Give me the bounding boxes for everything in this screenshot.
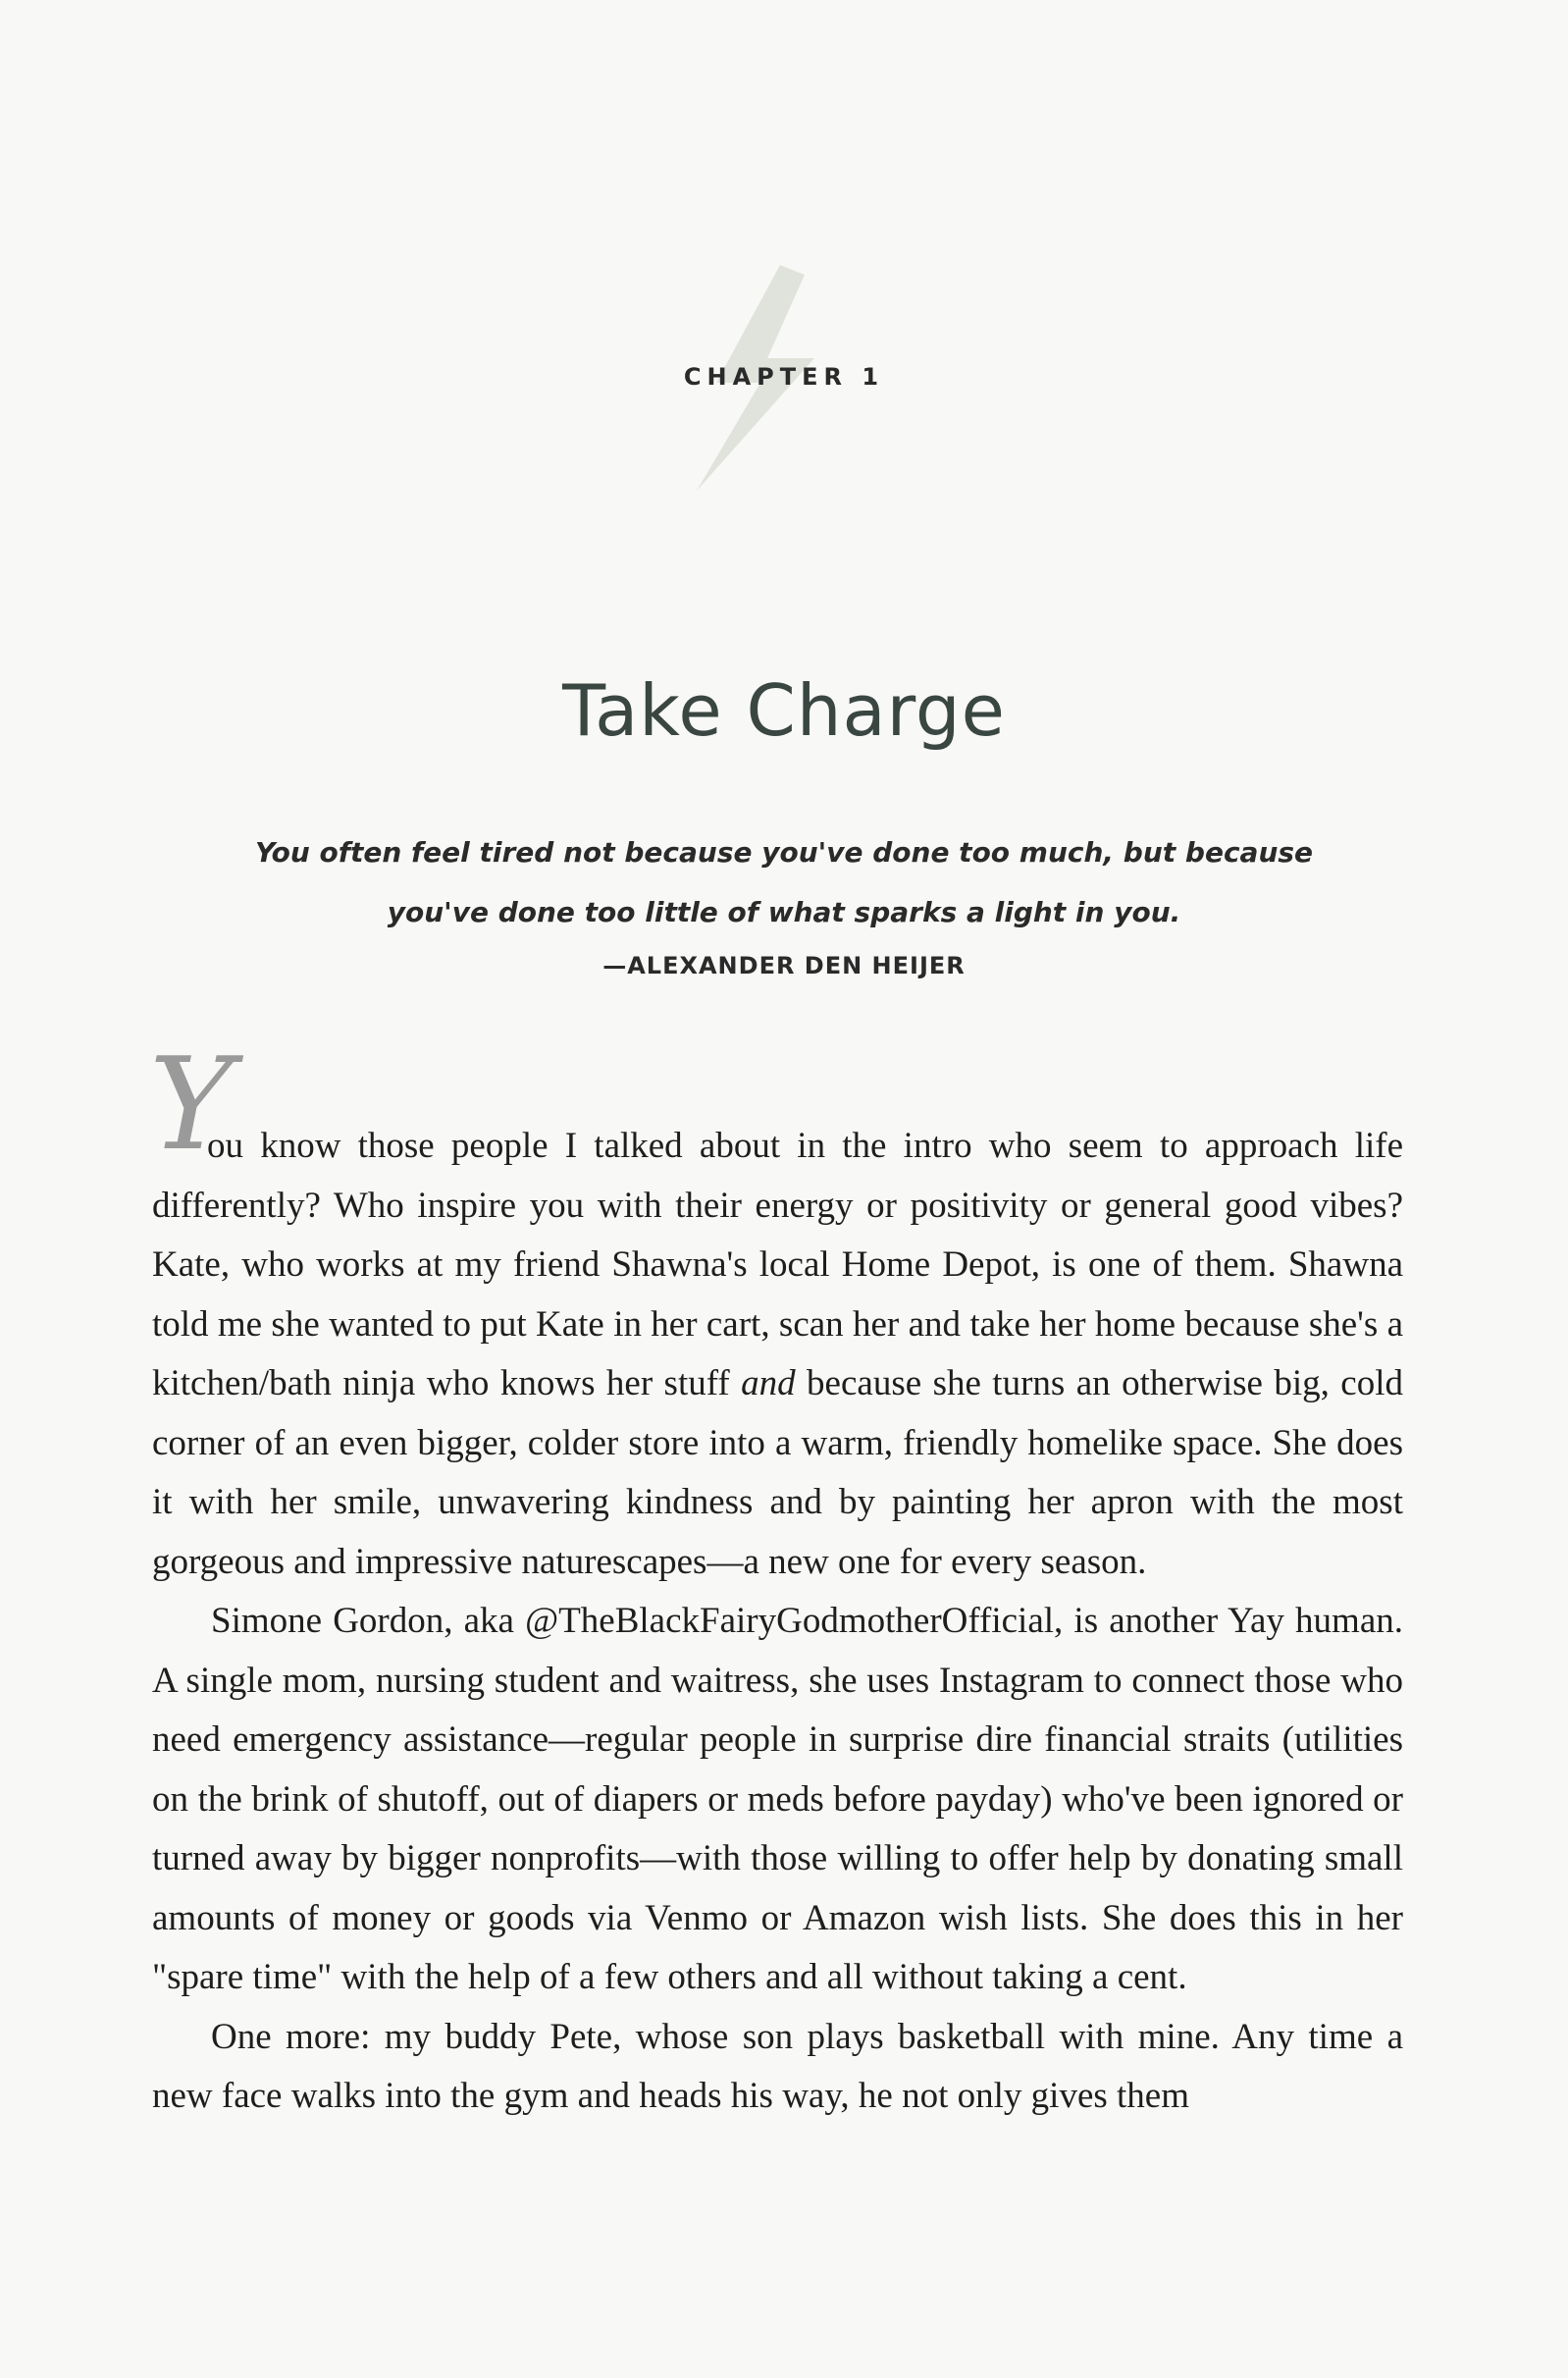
paragraph-text: ou know those people I talked about in the intro who seem to approach life differently? Who inspire you with their energy or positivity or general good vibes? Kate, who works at my friend Shawna's local Home Depot, is one of them. Shawna told me she wanted to put Kate in her cart, scan her and take her home because she's a kitchen/bath ninja who knows her stuff (152, 1126, 1403, 1403)
epigraph-attribution: —ALEXANDER DEN HEIJER (602, 952, 966, 979)
drop-cap: Y (149, 1030, 234, 1179)
paragraph (152, 1117, 1403, 1592)
paragraph: One more: my buddy Pete, whose son plays basketball with mine. Any time a new face walks into the gym and heads his way, he not only gives them (152, 2016, 1403, 2116)
chapter-label: CHAPTER 1 (683, 363, 885, 391)
epigraph-quote (196, 822, 1372, 942)
chapter-title: Take Charge (562, 669, 1006, 752)
chapter-body (152, 1117, 1403, 2127)
epigraph-line: you've done too little of what sparks a light in you. (387, 896, 1181, 928)
paragraph: Simone Gordon, aka @TheBlackFairyGodmotherOfficial, is another Yay human. A single mom, nursing student and waitress, she uses Instagram to connect those who need emergency assistance—regular people in surprise dire financial straits (utilities on the brink of shutoff, out of diapers or meds before payday) who've been ignored or turned away by bigger nonprofits—with those willing to offer help by donating small amounts of money or goods via Venmo or Amazon wish lists. She does this in her "spare time" with the help of a few others and all without taking a cent. (152, 1601, 1403, 1997)
emphasis-text: and (741, 1363, 796, 1403)
epigraph-line: You often feel tired not because you've done too much, but because (254, 836, 1314, 869)
paragraph-text: because she turns an otherwise big, cold corner of an even bigger, colder store into a warm, friendly homelike space. She does it with her smile, unwavering kindness and by painting her apron with the most gorgeous and impressive naturescapes—a new one for every season. (152, 1363, 1403, 1582)
